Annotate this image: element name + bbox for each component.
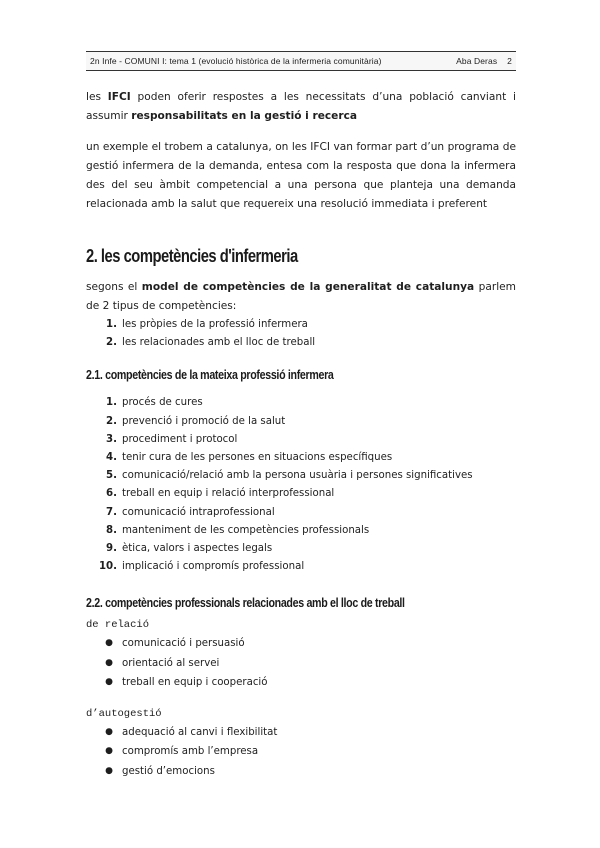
list-item bbox=[86, 673, 516, 693]
bullet-icon: ● bbox=[105, 746, 113, 757]
relacio-list bbox=[86, 634, 516, 693]
list-item-number: 1. bbox=[106, 397, 117, 409]
list-item bbox=[86, 431, 516, 449]
list-item-number: 3. bbox=[106, 433, 117, 445]
list-item bbox=[86, 762, 516, 782]
intro-paragraph-2: un exemple el trobem a catalunya, on les IFCI van formar part d’un programa de gestió infermera de la demanda, entesa com la resposta que dona la infermera des del seu àmbit competencial a una persona que planteja una demanda relacionada amb la salut que requereix una resolució immediata i preferent bbox=[86, 141, 516, 210]
list-item-text: prevenció i promoció de la salut bbox=[122, 415, 286, 427]
group-label-relacio: de relació bbox=[86, 619, 150, 632]
bullet-icon: ● bbox=[105, 726, 113, 737]
bullet-icon: ● bbox=[105, 638, 113, 649]
list-item-text: les pròpies de la professió infermera bbox=[122, 319, 308, 330]
list-item-text: treball en equip i relació interprofessional bbox=[122, 488, 335, 500]
list-item-text: procés de cures bbox=[122, 397, 203, 409]
list-item-number: 9. bbox=[106, 543, 117, 555]
header-right bbox=[456, 56, 512, 66]
section-2-title: 2. les competències d'infermeria bbox=[86, 246, 298, 266]
list-item-text: orientació al servei bbox=[122, 657, 220, 669]
list-item-text: manteniment de les competències professionals bbox=[122, 524, 370, 536]
list-item-number: 8. bbox=[106, 524, 117, 536]
list-item-text: comunicació i persuasió bbox=[122, 638, 245, 650]
bullet-icon: ● bbox=[105, 677, 113, 688]
list-item-text: comunicació intraprofessional bbox=[122, 506, 275, 518]
header-page-number: 2 bbox=[507, 56, 512, 66]
bullet-icon: ● bbox=[105, 657, 113, 668]
bullet-icon: ● bbox=[105, 765, 113, 776]
header-title: 2n Infe - COMUNI I: tema 1 (evolució històrica de la infermeria comunitària) bbox=[90, 56, 382, 66]
list-item bbox=[86, 316, 516, 334]
list-item-number: 6. bbox=[106, 488, 117, 500]
list-item bbox=[86, 394, 516, 412]
list-item-text: implicació i compromís professional bbox=[122, 561, 305, 573]
list-item bbox=[86, 334, 516, 352]
list-item-text: tenir cura de les persones en situacions específiques bbox=[122, 452, 393, 464]
section-2-paragraph: segons el model de competències de la generalitat de catalunya parlem de 2 tipus de competències: bbox=[86, 281, 516, 312]
list-item-text: gestió d’emocions bbox=[122, 765, 215, 777]
list-item-number: 7. bbox=[106, 506, 117, 518]
list-item-number: 5. bbox=[106, 470, 117, 482]
list-item bbox=[86, 522, 516, 540]
list-item bbox=[86, 540, 516, 558]
list-item-text: adequació al canvi i flexibilitat bbox=[122, 726, 278, 738]
header-author: Aba Deras bbox=[456, 56, 498, 66]
responsabilitats-bold: responsabilitats en la gestió i recerca bbox=[131, 110, 358, 122]
list-item-number: 4. bbox=[106, 452, 117, 464]
list-item-text: ètica, valors i aspectes legals bbox=[122, 543, 273, 555]
list-item bbox=[86, 654, 516, 674]
list-item bbox=[86, 504, 516, 522]
list-item bbox=[86, 449, 516, 467]
list-item-text: compromís amb l’empresa bbox=[122, 746, 259, 758]
list-item bbox=[86, 413, 516, 431]
model-bold: model de competències de la generalitat de catalunya bbox=[141, 281, 475, 293]
list-item bbox=[86, 634, 516, 654]
list-item-number: 1. bbox=[106, 319, 117, 330]
list-item bbox=[86, 485, 516, 503]
list-item bbox=[86, 467, 516, 485]
list-item-text: les relacionades amb el lloc de treball bbox=[122, 337, 316, 349]
section-2-2-title: 2.2. competències professionals relacionades amb el lloc de treball bbox=[86, 595, 405, 611]
list-item-text: comunicació/relació amb la persona usuària i persones significatives bbox=[122, 470, 473, 482]
list-item bbox=[86, 558, 516, 576]
ifci-bold: IFCI bbox=[107, 91, 131, 103]
intro-paragraph-1: les IFCI poden oferir respostes a les necessitats d’una població canviant i assumir responsabilitats en la gestió i recerca bbox=[86, 91, 516, 122]
page-header bbox=[86, 51, 516, 71]
list-item-number: 10. bbox=[98, 561, 117, 573]
list-item bbox=[86, 742, 516, 762]
list-item-number: 2. bbox=[106, 415, 117, 427]
section-2-1-title: 2.1. competències de la mateixa professió infermera bbox=[86, 367, 334, 383]
list-item bbox=[86, 723, 516, 743]
autogestio-list bbox=[86, 723, 516, 782]
list-item-text: treball en equip i cooperació bbox=[122, 677, 268, 689]
competence-types-list bbox=[86, 316, 516, 352]
list-item-number: 2. bbox=[106, 337, 117, 349]
group-label-autogestio: d’autogestió bbox=[86, 707, 162, 720]
list-item-text: procediment i protocol bbox=[122, 433, 238, 445]
professional-competences-list bbox=[86, 394, 516, 576]
page-content bbox=[86, 88, 516, 781]
